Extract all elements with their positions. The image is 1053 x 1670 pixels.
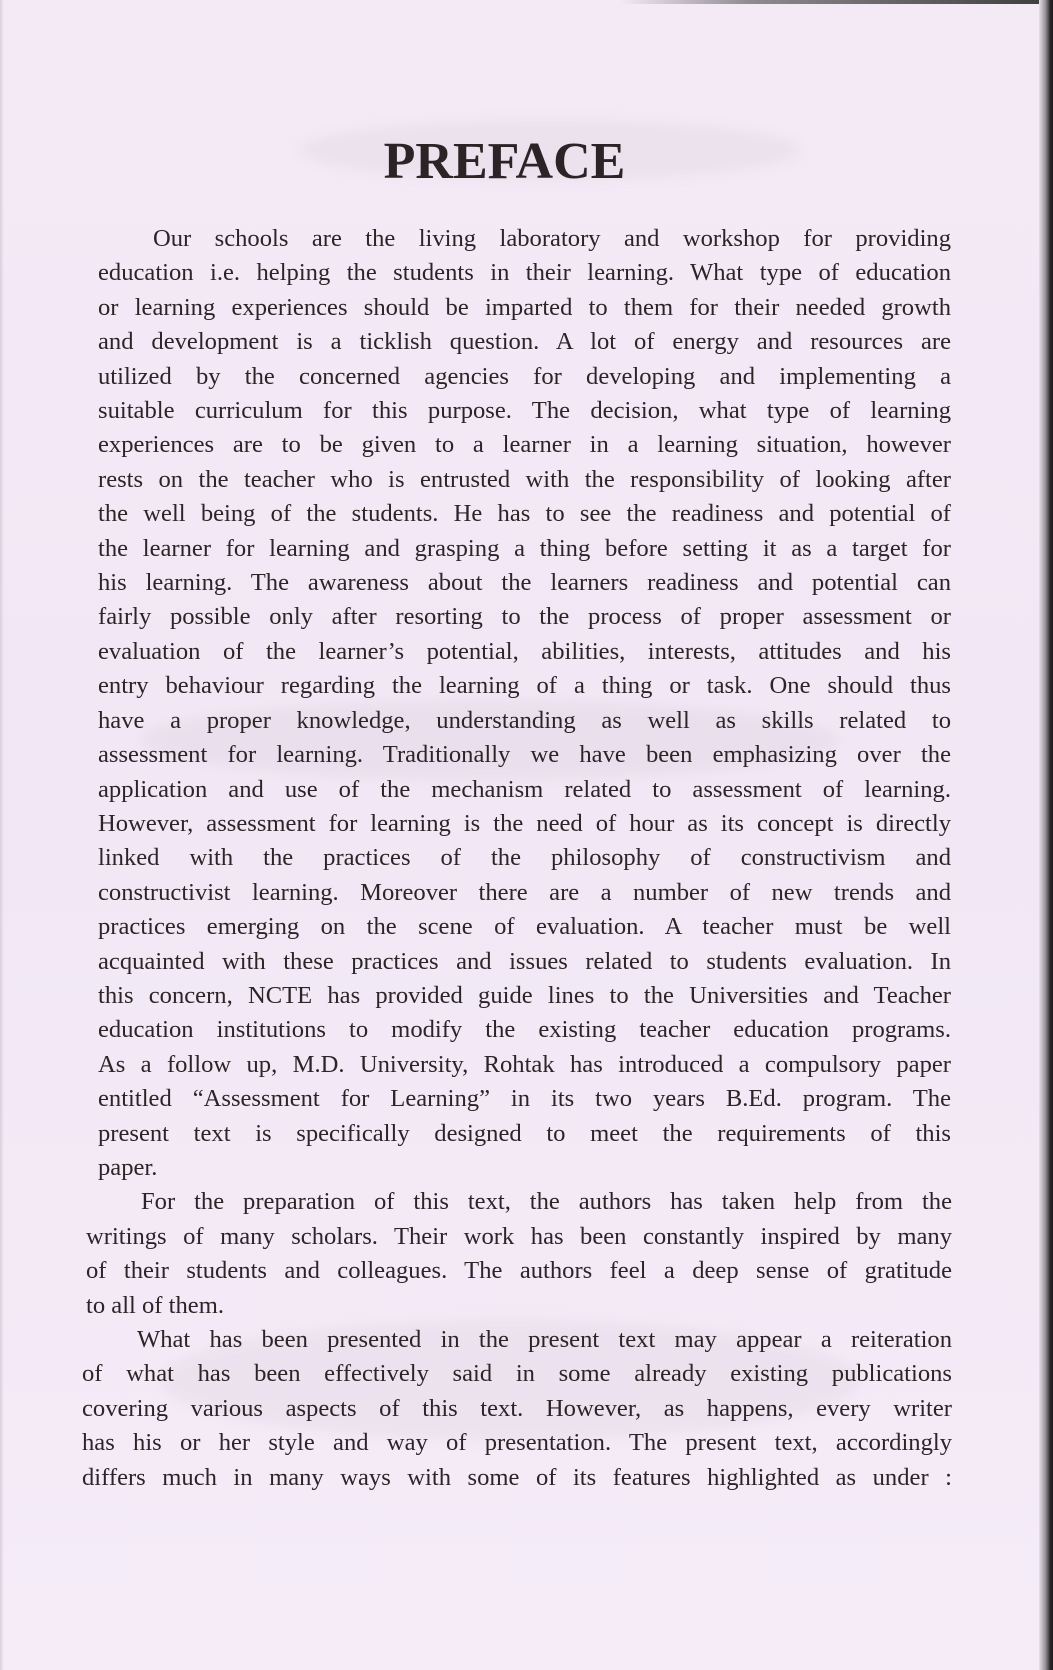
text-line: differs much in many ways with some of its features highlighted as under : bbox=[82, 1463, 952, 1491]
text-line: paper. bbox=[98, 1153, 158, 1181]
page-title: PREFACE bbox=[383, 133, 626, 190]
text-line: education institutions to modify the existing teacher education programs. bbox=[98, 1016, 951, 1044]
text-line: to all of them. bbox=[86, 1291, 224, 1319]
text-line: For the preparation of this text, the authors has taken help from the bbox=[141, 1188, 952, 1216]
text-line: assessment for learning. Traditionally we have been emphasizing over the bbox=[98, 741, 951, 769]
text-line: have a proper knowledge, understanding as well as skills related to bbox=[98, 706, 951, 734]
text-line: covering various aspects of this text. However, as happens, every writer bbox=[82, 1394, 952, 1422]
preface-body bbox=[82, 222, 952, 1495]
text-line: this concern, NCTE has provided guide lines to the Universities and Teacher bbox=[98, 981, 951, 1009]
text-line: experiences are to be given to a learner in a learning situation, however bbox=[98, 431, 951, 459]
text-line: practices emerging on the scene of evaluation. A teacher must be well bbox=[98, 913, 951, 941]
paragraph-1 bbox=[98, 222, 951, 1185]
text-line: education i.e. helping the students in their learning. What type of education bbox=[98, 259, 951, 287]
page-left-edge bbox=[0, 0, 4, 1670]
text-line: What has been presented in the present text may appear a reiteration bbox=[137, 1326, 952, 1353]
page-top-edge-shadow bbox=[620, 0, 1053, 4]
text-line: entitled “Assessment for Learning” in its two years B.Ed. program. The bbox=[98, 1085, 951, 1113]
text-line: As a follow up, M.D. University, Rohtak has introduced a compulsory paper bbox=[98, 1050, 951, 1078]
text-line: application and use of the mechanism related to assessment of learning. bbox=[98, 775, 951, 803]
text-line: of their students and colleagues. The authors feel a deep sense of gratitude bbox=[86, 1257, 952, 1285]
text-line: acquainted with these practices and issues related to students evaluation. In bbox=[98, 947, 951, 975]
text-line: and development is a ticklish question. A lot of energy and resources are bbox=[98, 328, 951, 356]
text-line: entry behaviour regarding the learning of a thing or task. One should thus bbox=[98, 672, 951, 700]
text-line: linked with the practices of the philosophy of constructivism and bbox=[98, 844, 951, 872]
text-line: evaluation of the learner’s potential, abilities, interests, attitudes and his bbox=[98, 637, 951, 665]
text-line: his learning. The awareness about the learners readiness and potential can bbox=[98, 569, 951, 597]
text-line: or learning experiences should be imparted to them for their needed growth bbox=[98, 293, 951, 321]
text-line: present text is specifically designed to meet the requirements of this bbox=[98, 1119, 951, 1147]
text-line: suitable curriculum for this purpose. The decision, what type of learning bbox=[98, 397, 951, 425]
text-line: rests on the teacher who is entrusted with the responsibility of looking after bbox=[98, 465, 951, 493]
paragraph-2 bbox=[86, 1185, 952, 1323]
text-line: has his or her style and way of presentation. The present text, accordingly bbox=[82, 1429, 952, 1457]
text-line: the well being of the students. He has to see the readiness and potential of bbox=[98, 500, 951, 528]
text-line: the learner for learning and grasping a thing before setting it as a target for bbox=[98, 534, 951, 562]
text-line: constructivist learning. Moreover there are a number of new trends and bbox=[98, 878, 951, 906]
text-line: utilized by the concerned agencies for developing and implementing a bbox=[98, 362, 951, 390]
text-line: fairly possible only after resorting to the process of proper assessment or bbox=[98, 603, 951, 631]
text-line: of what has been effectively said in some already existing publications bbox=[82, 1360, 952, 1388]
text-line: However, assessment for learning is the need of hour as its concept is directly bbox=[98, 809, 951, 837]
page-binding-edge-shadow bbox=[1039, 0, 1053, 1670]
text-line: Our schools are the living laboratory and workshop for providing bbox=[153, 225, 951, 252]
paragraph-3 bbox=[82, 1323, 952, 1495]
text-line: writings of many scholars. Their work has been constantly inspired by many bbox=[86, 1222, 952, 1250]
